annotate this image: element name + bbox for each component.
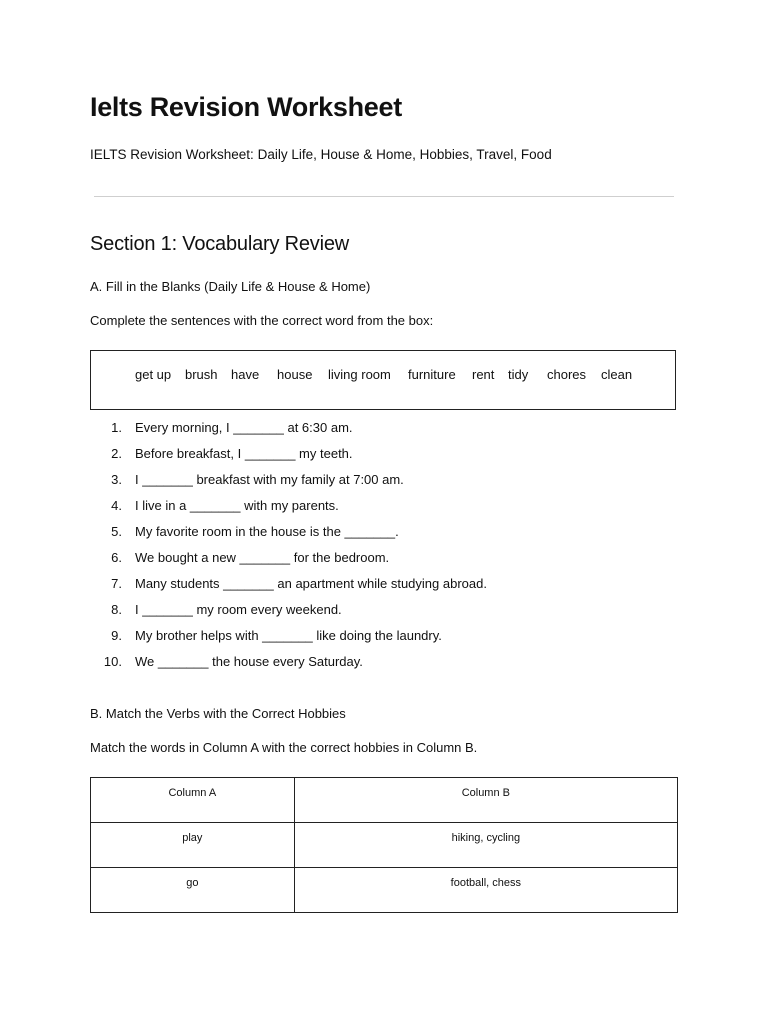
word-box bbox=[90, 350, 676, 410]
matching-table bbox=[90, 777, 678, 913]
part-b-instruction: Match the words in Column A with the correct hobbies in Column B. bbox=[90, 740, 478, 755]
word-box-item: living room bbox=[328, 367, 391, 382]
table-cell: football, chess bbox=[294, 868, 677, 913]
word-box-item: house bbox=[277, 367, 313, 382]
page-subtitle: IELTS Revision Worksheet: Daily Life, House & Home, Hobbies, Travel, Food bbox=[90, 147, 552, 162]
word-box-item: clean bbox=[601, 367, 633, 382]
word-box-item: tidy bbox=[508, 367, 529, 382]
page-title: Ielts Revision Worksheet bbox=[90, 92, 402, 122]
table-cell: hiking, cycling bbox=[294, 823, 677, 868]
part-a-instruction: Complete the sentences with the correct word from the box: bbox=[90, 313, 434, 328]
section-1-title: Section 1: Vocabulary Review bbox=[90, 233, 349, 255]
word-box-item: rent bbox=[472, 367, 495, 382]
table-cell: play bbox=[91, 823, 295, 868]
part-b-heading: B. Match the Verbs with the Correct Hobbies bbox=[90, 706, 346, 721]
word-box-item: get up bbox=[135, 367, 172, 382]
word-box-item: brush bbox=[185, 367, 218, 382]
column-a-header: Column A bbox=[91, 778, 295, 823]
part-a-heading: A. Fill in the Blanks (Daily Life & House & Home) bbox=[90, 279, 371, 294]
column-b-header: Column B bbox=[294, 778, 677, 823]
divider bbox=[94, 196, 674, 197]
word-box-item: chores bbox=[547, 367, 587, 382]
word-box-item: have bbox=[231, 367, 260, 382]
table-header-row bbox=[91, 778, 678, 823]
table-row bbox=[91, 823, 678, 868]
table-cell: go bbox=[91, 868, 295, 913]
word-box-item: furniture bbox=[408, 367, 456, 382]
table-row bbox=[91, 868, 678, 913]
